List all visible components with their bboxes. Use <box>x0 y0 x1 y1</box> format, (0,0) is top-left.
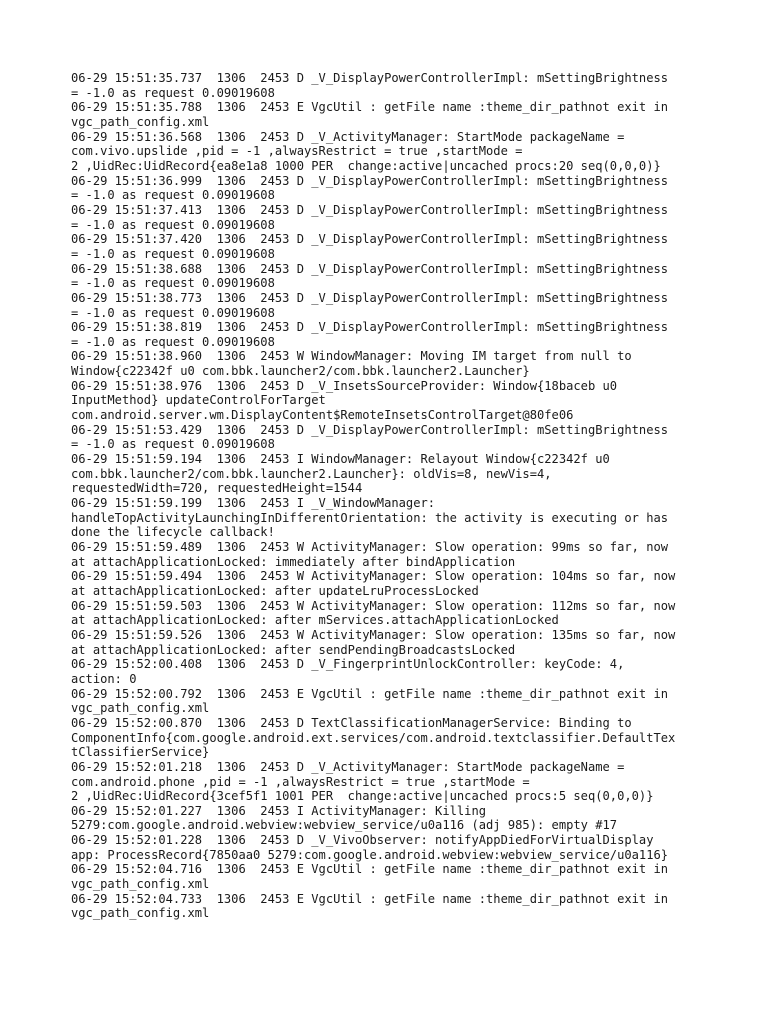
log-line: = -1.0 as request 0.09019608 <box>71 246 275 261</box>
log-line: 06-29 15:51:35.788 1306 2453 E VgcUtil : getFile name :theme_dir_pathnot exit in <box>71 100 669 115</box>
log-line: at attachApplicationLocked: immediately after bindApplication <box>71 554 516 569</box>
log-line: = -1.0 as request 0.09019608 <box>71 217 275 232</box>
log-line: = -1.0 as request 0.09019608 <box>71 85 275 100</box>
log-line: 06-29 15:52:01.227 1306 2453 I ActivityManager: Killing <box>71 803 487 818</box>
log-line: = -1.0 as request 0.09019608 <box>71 305 275 320</box>
log-line: 5279:com.google.android.webview:webview_service/u0a116 (adj 985): empty #17 <box>71 818 618 833</box>
log-document <box>71 71 711 921</box>
log-line: tClassifierService} <box>71 745 210 760</box>
log-line: vgc_path_config.xml <box>71 701 210 716</box>
log-line: 06-29 15:51:38.819 1306 2453 D _V_DisplayPowerControllerImpl: mSettingBrightness <box>71 320 669 335</box>
log-line: 06-29 15:52:00.870 1306 2453 D TextClassificationManagerService: Binding to <box>71 715 632 730</box>
log-line: 06-29 15:51:38.773 1306 2453 D _V_DisplayPowerControllerImpl: mSettingBrightness <box>71 290 669 305</box>
log-line: requestedWidth=720, requestedHeight=1544 <box>71 481 363 496</box>
log-line: vgc_path_config.xml <box>71 114 210 129</box>
log-line: handleTopActivityLaunchingInDifferentOrientation: the activity is executing or has <box>71 510 669 525</box>
log-line: action: 0 <box>71 671 137 686</box>
log-line: app: ProcessRecord{7850aa0 5279:com.google.android.webview:webview_service/u0a116} <box>71 847 669 862</box>
log-line: 2 ,UidRec:UidRecord{3cef5f1 1001 PER change:active|uncached procs:5 seq(0,0,0)} <box>71 789 654 804</box>
log-line: 06-29 15:51:38.976 1306 2453 D _V_InsetsSourceProvider: Window{18baceb u0 <box>71 378 618 393</box>
log-line: 06-29 15:51:59.526 1306 2453 W ActivityManager: Slow operation: 135ms so far, now <box>71 627 676 642</box>
log-line: 06-29 15:51:37.413 1306 2453 D _V_DisplayPowerControllerImpl: mSettingBrightness <box>71 202 669 217</box>
log-line: = -1.0 as request 0.09019608 <box>71 437 275 452</box>
log-line: 06-29 15:51:35.737 1306 2453 D _V_DisplayPowerControllerImpl: mSettingBrightness <box>71 71 669 85</box>
log-line: vgc_path_config.xml <box>71 906 210 921</box>
log-line: ComponentInfo{com.google.android.ext.services/com.android.textclassifier.DefaultTex <box>71 730 676 745</box>
log-line: 06-29 15:52:01.228 1306 2453 D _V_VivoObserver: notifyAppDiedForVirtualDisplay <box>71 833 654 848</box>
log-line: 06-29 15:51:59.489 1306 2453 W ActivityManager: Slow operation: 99ms so far, now <box>71 540 669 554</box>
log-line: = -1.0 as request 0.09019608 <box>71 334 275 349</box>
log-line: 06-29 15:52:04.733 1306 2453 E VgcUtil : getFile name :theme_dir_pathnot exit in <box>71 891 669 906</box>
log-line: 06-29 15:51:37.420 1306 2453 D _V_DisplayPowerControllerImpl: mSettingBrightness <box>71 232 669 247</box>
log-line: 2 ,UidRec:UidRecord{ea8e1a8 1000 PER change:active|uncached procs:20 seq(0,0,0)} <box>71 158 661 173</box>
log-line: com.bbk.launcher2/com.bbk.launcher2.Launcher}: oldVis=8, newVis=4, <box>71 466 552 481</box>
log-line: 06-29 15:51:38.960 1306 2453 W WindowManager: Moving IM target from null to <box>71 349 632 364</box>
log-line: 06-29 15:51:59.494 1306 2453 W ActivityManager: Slow operation: 104ms so far, now <box>71 569 676 584</box>
log-line: 06-29 15:51:59.503 1306 2453 W ActivityManager: Slow operation: 112ms so far, now <box>71 598 676 613</box>
log-line: at attachApplicationLocked: after updateLruProcessLocked <box>71 583 479 598</box>
log-line: done the lifecycle callback! <box>71 525 275 540</box>
log-line: 06-29 15:52:00.792 1306 2453 E VgcUtil : getFile name :theme_dir_pathnot exit in <box>71 686 669 701</box>
log-line: vgc_path_config.xml <box>71 877 210 892</box>
log-line: InputMethod} updateControlForTarget <box>71 393 326 408</box>
log-line: 06-29 15:52:00.408 1306 2453 D _V_FingerprintUnlockController: keyCode: 4, <box>71 657 625 672</box>
log-line: com.vivo.upslide ,pid = -1 ,alwaysRestrict = true ,startMode = <box>71 144 523 159</box>
log-line: Window{c22342f u0 com.bbk.launcher2/com.bbk.launcher2.Launcher} <box>71 364 530 379</box>
log-line: 06-29 15:51:38.688 1306 2453 D _V_DisplayPowerControllerImpl: mSettingBrightness <box>71 261 669 276</box>
log-line: at attachApplicationLocked: after sendPendingBroadcastsLocked <box>71 642 516 657</box>
log-line: 06-29 15:51:53.429 1306 2453 D _V_DisplayPowerControllerImpl: mSettingBrightness <box>71 422 669 437</box>
log-line: = -1.0 as request 0.09019608 <box>71 276 275 291</box>
log-line: = -1.0 as request 0.09019608 <box>71 188 275 203</box>
log-line: at attachApplicationLocked: after mServices.attachApplicationLocked <box>71 613 559 628</box>
log-line: com.android.server.wm.DisplayContent$RemoteInsetsControlTarget@80fe06 <box>71 408 574 423</box>
log-line: 06-29 15:52:04.716 1306 2453 E VgcUtil : getFile name :theme_dir_pathnot exit in <box>71 862 669 877</box>
log-line: 06-29 15:51:59.199 1306 2453 I _V_WindowManager: <box>71 496 436 511</box>
log-line: com.android.phone ,pid = -1 ,alwaysRestrict = true ,startMode = <box>71 774 530 789</box>
log-line: 06-29 15:51:36.999 1306 2453 D _V_DisplayPowerControllerImpl: mSettingBrightness <box>71 173 669 188</box>
log-line: 06-29 15:51:36.568 1306 2453 D _V_ActivityManager: StartMode packageName = <box>71 129 625 144</box>
log-line: 06-29 15:51:59.194 1306 2453 I WindowManager: Relayout Window{c22342f u0 <box>71 452 610 467</box>
log-line: 06-29 15:52:01.218 1306 2453 D _V_ActivityManager: StartMode packageName = <box>71 759 625 774</box>
